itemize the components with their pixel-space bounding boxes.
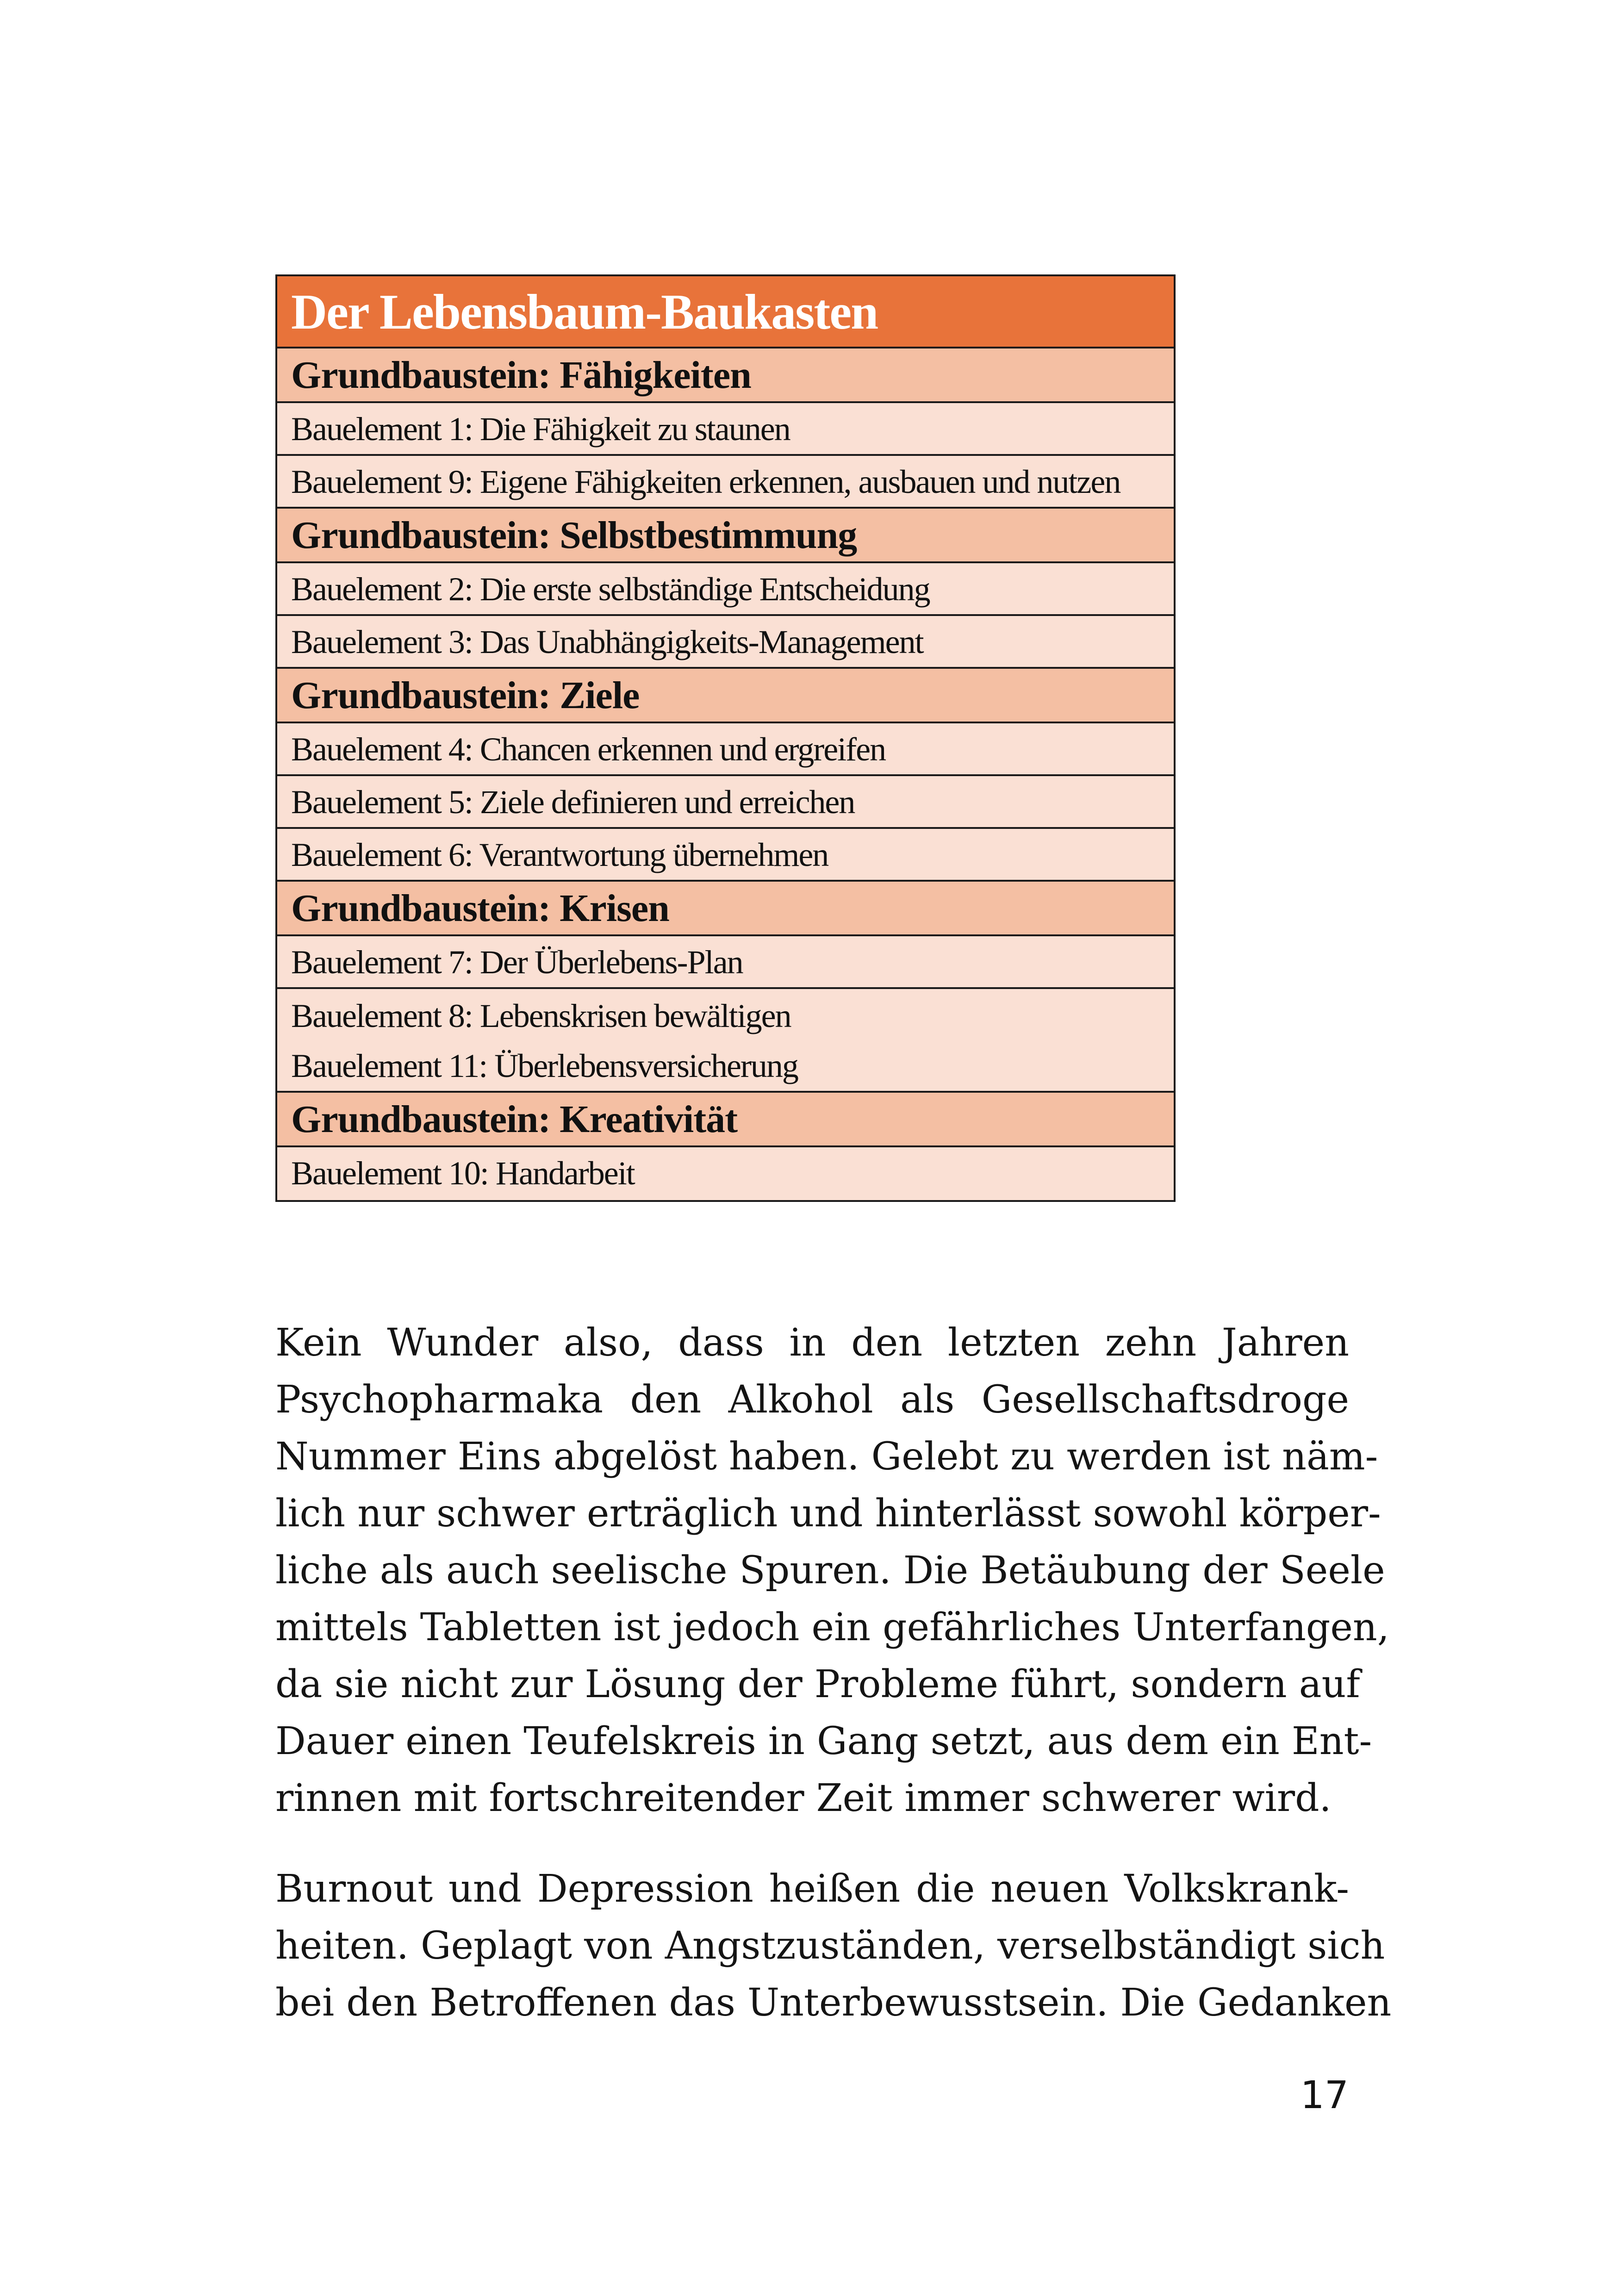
- page-number: 17: [1300, 2073, 1349, 2117]
- text-line: Kein Wunder also, dass in den letzten zehn Jahren: [275, 1321, 1349, 1365]
- bauelement-label: Bauelement 7: Der Überlebens-Plan: [291, 944, 743, 981]
- table-sections: [277, 348, 1174, 1200]
- table-section: [277, 348, 1174, 509]
- table-row: [277, 1147, 1174, 1200]
- text-line: Burnout und Depression heißen die neuen Volkskrank-: [275, 1867, 1349, 1911]
- section-header: Grundbaustein: Fähigkeiten: [277, 348, 1174, 403]
- table-section: [277, 669, 1174, 882]
- bauelement-label: Bauelement 3: Das Unabhängigkeits-Management: [291, 623, 923, 660]
- bauelement-label: Bauelement 6: Verantwortung übernehmen: [291, 836, 828, 873]
- bauelement-label: Bauelement 1: Die Fähigkeit zu staunen: [291, 411, 790, 448]
- table-row: [277, 723, 1174, 776]
- text-line: mittels Tabletten ist jedoch ein gefährliches Unterfangen,: [275, 1605, 1389, 1649]
- bauelement-label: Bauelement 8: Lebenskrisen bewältigen: [291, 997, 791, 1034]
- text-line: Dauer einen Teufelskreis in Gang setzt, aus dem ein Ent-: [275, 1719, 1372, 1763]
- table-row: [277, 776, 1174, 829]
- body-paragraph-2: [275, 1860, 1392, 2031]
- table-row: [277, 403, 1174, 456]
- text-line: da sie nicht zur Lösung der Probleme führt, sondern auf: [275, 1662, 1360, 1706]
- text-line: Psychopharmaka den Alkohol als Gesellschaftsdroge: [275, 1378, 1349, 1422]
- table-section: [277, 1093, 1174, 1200]
- section-header: Grundbaustein: Ziele: [277, 669, 1174, 723]
- section-header: Grundbaustein: Krisen: [277, 882, 1174, 936]
- table-row: [277, 989, 1174, 1093]
- table-row: [277, 936, 1174, 989]
- table-row: [277, 563, 1174, 616]
- table-row: [277, 456, 1174, 509]
- bauelement-label: Bauelement 9: Eigene Fähigkeiten erkennen, ausbauen und nutzen: [291, 463, 1120, 500]
- bauelement-label: Bauelement 5: Ziele definieren und erreichen: [291, 784, 855, 821]
- bauelement-label: Bauelement 10: Handarbeit: [291, 1155, 635, 1192]
- text-line: lich nur schwer erträglich und hinterlässt sowohl körper-: [275, 1492, 1381, 1536]
- table-row: [277, 616, 1174, 669]
- bauelement-label: Bauelement 2: Die erste selbständige Entscheidung: [291, 571, 930, 608]
- text-line: rinnen mit fortschreitender Zeit immer schwerer wird.: [275, 1776, 1332, 1820]
- bauelement-label: Bauelement 11: Überlebensversicherung: [291, 1047, 798, 1084]
- text-line: Nummer Eins abgelöst haben. Gelebt zu werden ist näm-: [275, 1435, 1378, 1479]
- lebensbaum-table: [275, 274, 1176, 1202]
- table-row: [277, 829, 1174, 882]
- bauelement-label: Bauelement 4: Chancen erkennen und ergreifen: [291, 731, 886, 768]
- table-section: [277, 509, 1174, 669]
- body-paragraph-1: [275, 1314, 1389, 1827]
- table-section: [277, 882, 1174, 1093]
- table-title: Der Lebensbaum-Baukasten: [277, 276, 1174, 348]
- text-line: liche als auch seelische Spuren. Die Betäubung der Seele: [275, 1549, 1385, 1593]
- section-header: Grundbaustein: Selbstbestimmung: [277, 509, 1174, 563]
- text-line: heiten. Geplagt von Angstzuständen, verselbständigt sich: [275, 1924, 1385, 1968]
- section-header: Grundbaustein: Kreativität: [277, 1093, 1174, 1147]
- text-line: bei den Betroffenen das Unterbewusstsein. Die Gedanken: [275, 1981, 1392, 2025]
